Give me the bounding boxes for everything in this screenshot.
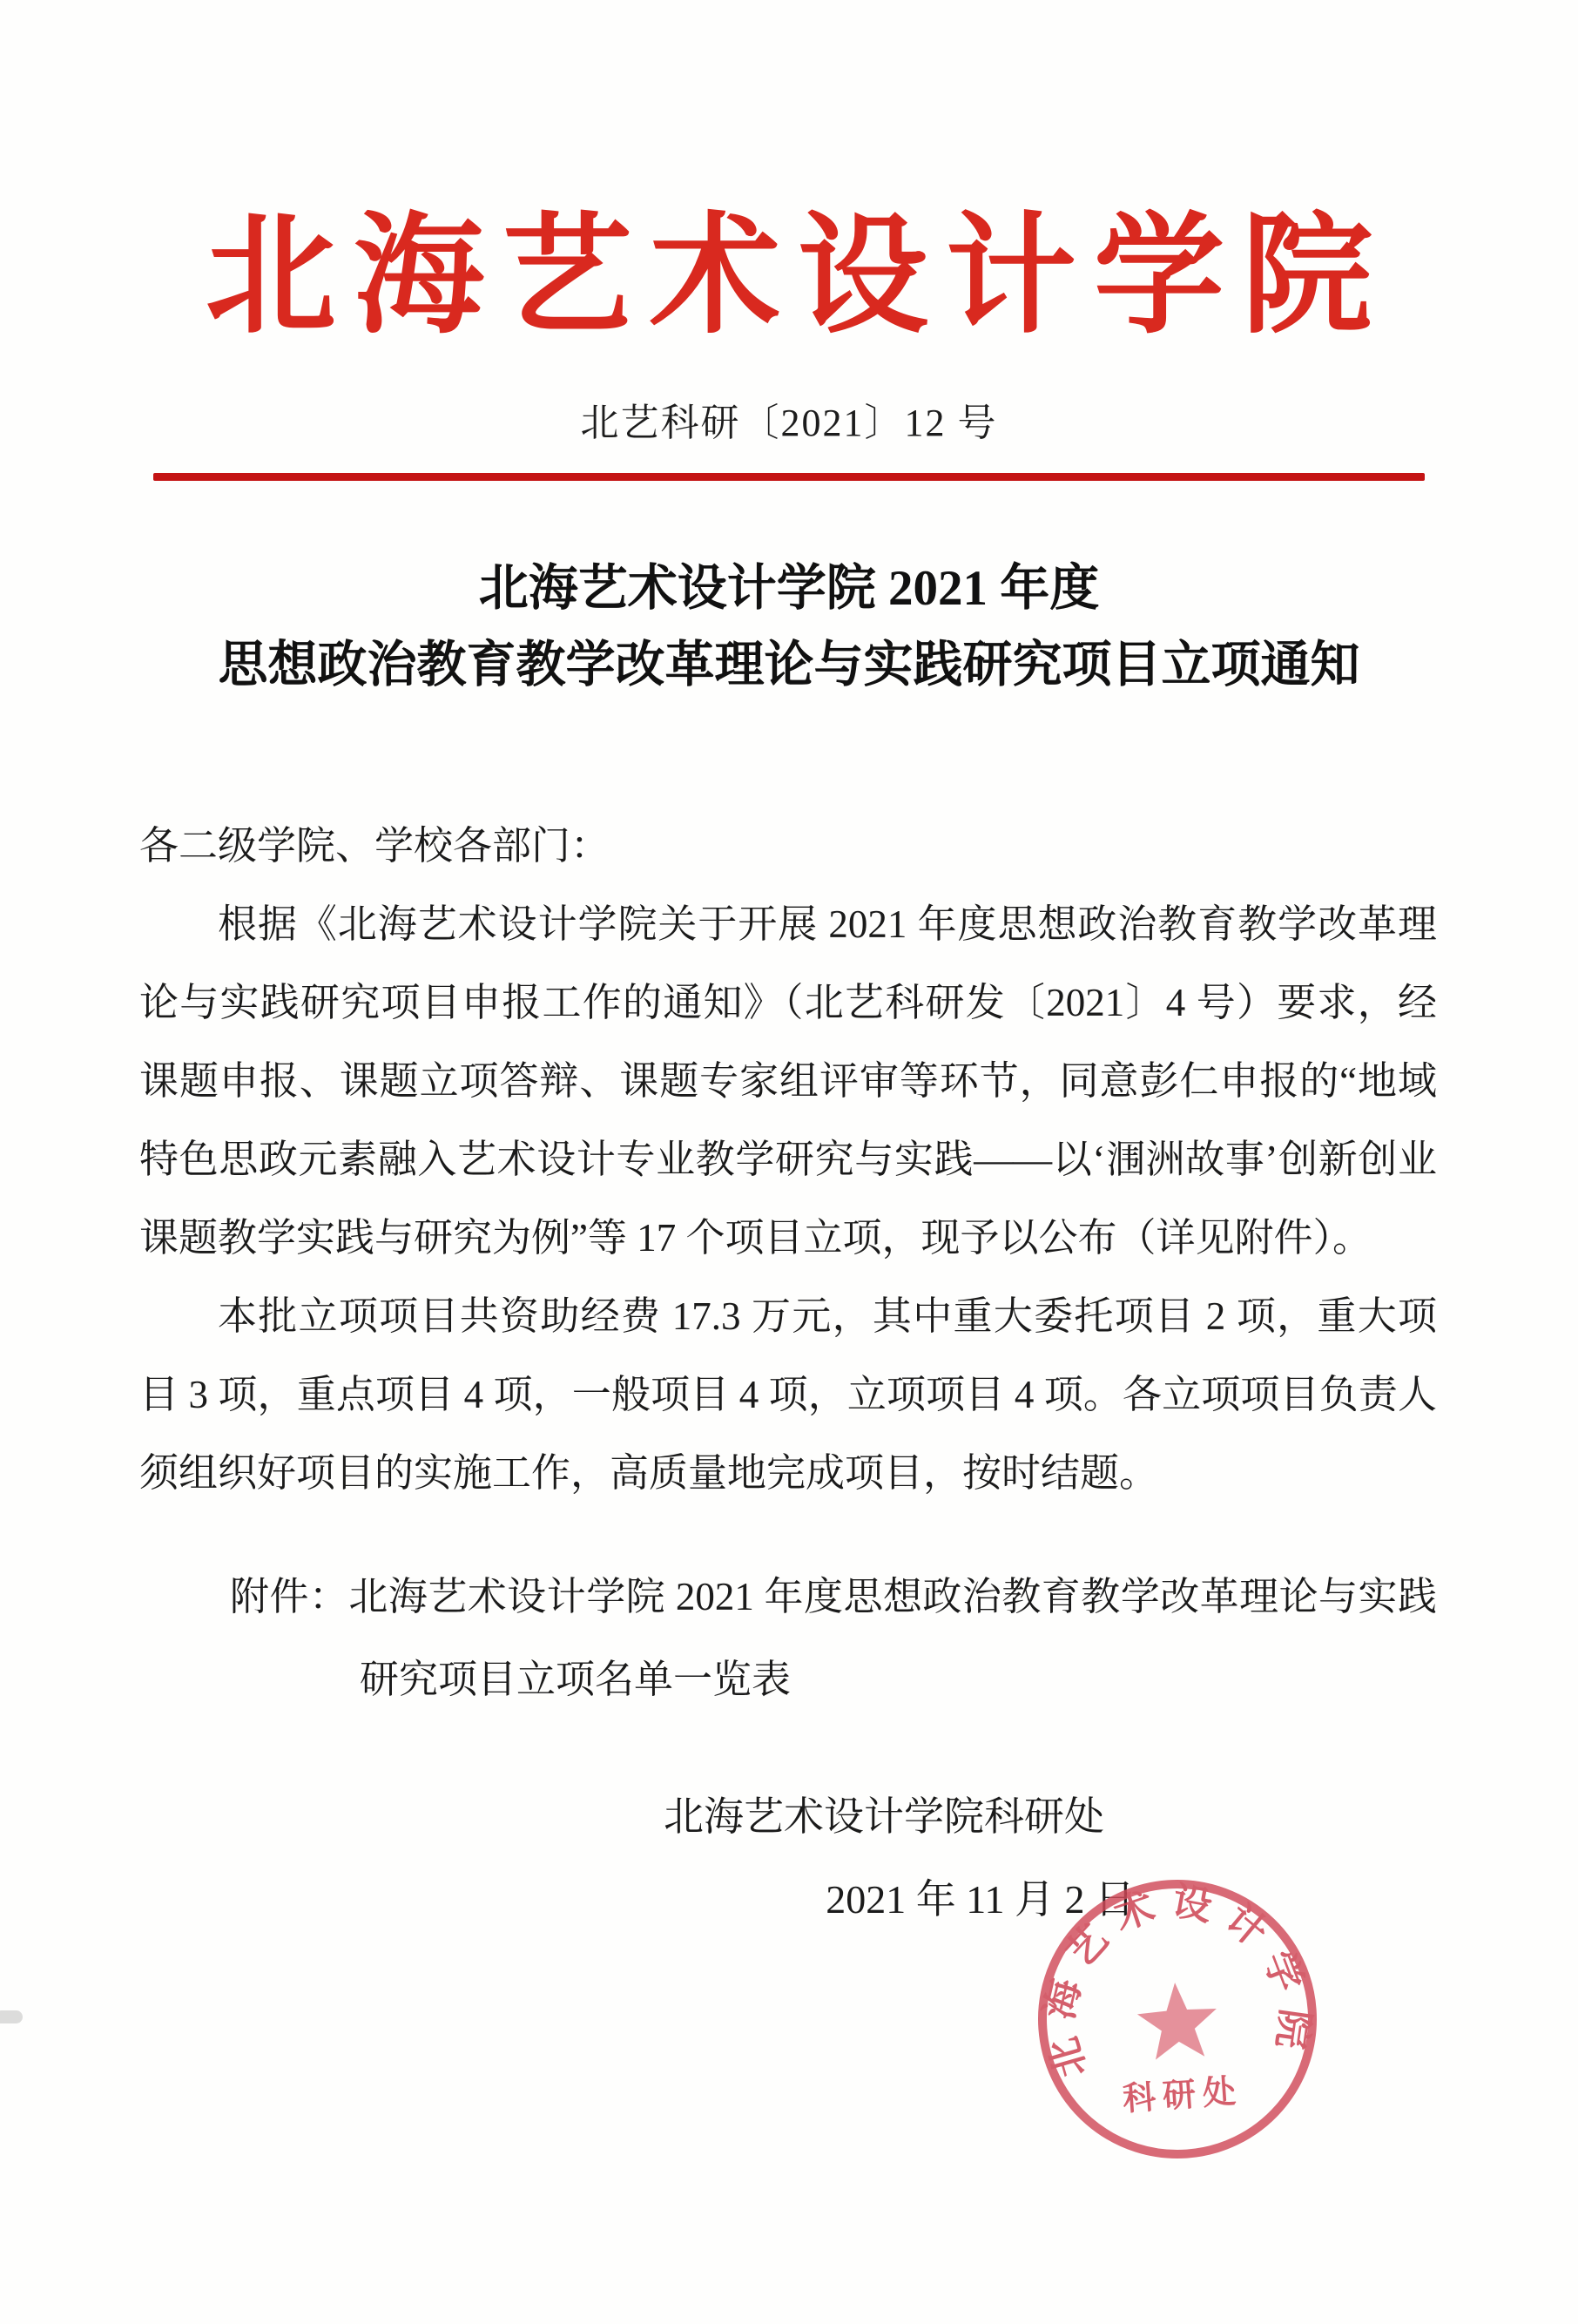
seal-arc-text: 北海艺术设计学院	[1037, 1879, 1318, 2083]
body-paragraph-1: 根据《北海艺术设计学院关于开展 2021 年度思想政治教育教学改革理论与实践研究项目申报工作的通知》（北艺科研发〔2021〕4 号）要求，经课题申报、课题立项答辩、课题专家组评审等环节，同意彭仁申报的“地域特色思政元素融入艺术设计专业教学研究与实践——以‘涠洲故事’创新创业课题教学实践与研究为例”等 17 个项目立项，现予以公布（详见附件）。	[139, 902, 1437, 1260]
salutation: 各二级学院、学校各部门：	[139, 823, 610, 868]
attachment-text: 北海艺术设计学院 2021 年度思想政治教育教学改革理论与实践研究项目立项名单一览表	[348, 1574, 1437, 1701]
scan-artifact-mark	[0, 2010, 23, 2023]
attachment-note	[139, 1556, 1437, 1721]
body-paragraph-2: 本批立项项目共资助经费 17.3 万元，其中重大委托项目 2 项，重大项目 3 项，重点项目 4 项，一般项目 4 项，立项项目 4 项。各立项项目负责人须组织好项目的实施工作，高质量地完成项目，按时结题。	[139, 1294, 1437, 1495]
letterhead-title: 北海艺术设计学院	[205, 205, 1390, 349]
red-divider-rule	[153, 473, 1425, 481]
document-body	[139, 807, 1437, 1941]
document-number: 北艺科研〔2021〕12 号	[580, 402, 998, 444]
signature-date: 2021 年 11 月 2 日	[826, 1876, 1135, 1922]
document-title-line-2: 思想政治教育教学改革理论与实践研究项目立项通知	[218, 637, 1360, 692]
document-title	[0, 551, 1578, 704]
seal-bottom-text: 科研处	[1121, 2073, 1244, 2118]
seal-star-icon	[1136, 1980, 1220, 2061]
attachment-label: 附件：	[230, 1574, 349, 1618]
signature-block	[139, 1775, 1437, 1941]
document-title-line-1: 北海艺术设计学院 2021 年度	[478, 560, 1100, 616]
signature-department: 北海艺术设计学院科研处	[664, 1794, 1104, 1839]
